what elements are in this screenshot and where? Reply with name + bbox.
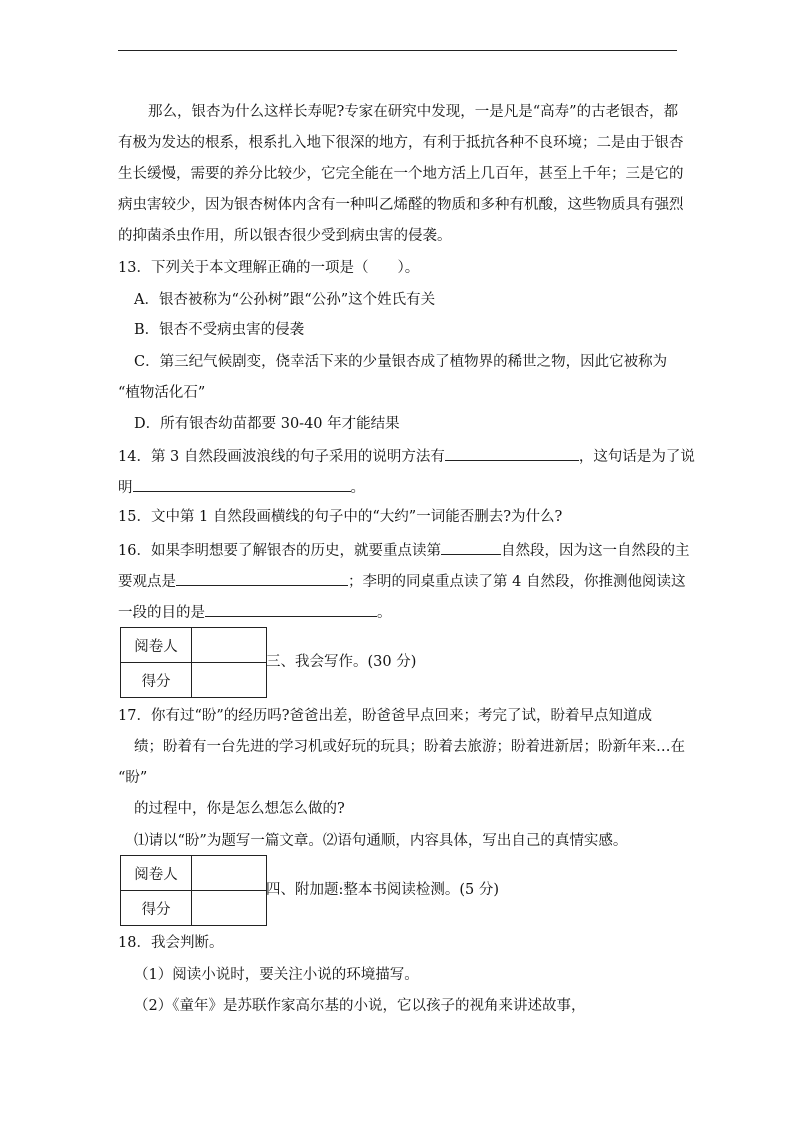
q14-text: ，这句话是为了说 bbox=[578, 449, 695, 465]
q18-item: （1）阅读小说时，要关注小说的环境描写。 bbox=[134, 967, 419, 983]
paragraph-line: 有极为发达的根系，根系扎入地下很深的地方，有利于抵抗各种不良环境；二是由于银杏 bbox=[118, 135, 684, 151]
q16-line2 bbox=[118, 570, 685, 592]
score-cell[interactable] bbox=[192, 891, 267, 926]
q17-line: 17．你有过“盼”的经历吗?爸爸出差，盼爸爸早点回来；考完了试，盼着早点知道成 bbox=[118, 708, 653, 724]
q18-stem: 18．我会判断。 bbox=[118, 935, 224, 951]
q15-text: 15．文中第 1 自然段画横线的句子中的“大约”一词能否删去?为什么? bbox=[118, 509, 563, 525]
q17-line: 的过程中，你是怎么想怎么做的? bbox=[134, 801, 345, 817]
score-label: 得分 bbox=[121, 663, 192, 698]
q16-text: 一段的目的是 bbox=[118, 605, 205, 621]
reviewer-label: 阅卷人 bbox=[121, 856, 192, 891]
score-cell[interactable] bbox=[192, 663, 267, 698]
section4-score-table bbox=[120, 855, 267, 926]
paragraph-line: 病虫害较少，因为银杏树体内含有一种叫乙烯醛的物质和多种有机酸，这些物质具有强烈 bbox=[118, 197, 684, 213]
q14-text: 。 bbox=[350, 480, 365, 496]
paragraph-line: 那么，银杏为什么这样长寿呢?专家在研究中发现，一是凡是“高寿”的古老银杏，都 bbox=[148, 104, 679, 120]
q16-answer-blank-1[interactable] bbox=[441, 539, 501, 555]
q16-line3 bbox=[118, 601, 392, 623]
q17-requirements: ⑴请以“盼”为题写一篇文章。⑵语句通顺，内容具体，写出自己的真情实感。 bbox=[134, 833, 628, 849]
q16-text: 自然段，因为这一自然段的主 bbox=[500, 543, 690, 559]
q14-text: 14．第 3 自然段画波浪线的句子采用的说明方法有 bbox=[118, 449, 445, 465]
q13-stem: 13．下列关于本文理解正确的一项是（ ）。 bbox=[118, 260, 420, 276]
q14-answer-blank-2[interactable] bbox=[133, 476, 351, 492]
reviewer-cell[interactable] bbox=[192, 856, 267, 891]
q16-line1 bbox=[118, 539, 689, 561]
reviewer-cell[interactable] bbox=[192, 628, 267, 663]
score-label: 得分 bbox=[121, 891, 192, 926]
q17-line: “盼” bbox=[118, 770, 148, 786]
q13-option-b: B．银杏不受病虫害的侵袭 bbox=[134, 322, 305, 338]
q14-answer-blank-1[interactable] bbox=[445, 445, 579, 461]
q13-option-c: C．第三纪气候剧变，侥幸活下来的少量银杏成了植物界的稀世之物，因此它被称为 bbox=[134, 354, 668, 370]
q14-line1 bbox=[118, 445, 695, 467]
q16-answer-blank-3[interactable] bbox=[205, 601, 377, 617]
q14-line2 bbox=[118, 476, 365, 498]
q16-text: ；李明的同桌重点读了第 4 自然段，你推测他阅读这 bbox=[348, 574, 686, 590]
paragraph-line: 的抑菌杀虫作用，所以银杏很少受到病虫害的侵袭。 bbox=[118, 228, 452, 244]
q16-answer-blank-2[interactable] bbox=[176, 570, 348, 586]
section3-title: 三、我会写作。(30 分) bbox=[266, 654, 417, 670]
header-rule bbox=[118, 50, 677, 51]
q14-text: 明 bbox=[118, 480, 133, 496]
q18-item: （2）《童年》是苏联作家高尔基的小说，它以孩子的视角来讲述故事， bbox=[134, 998, 586, 1014]
paragraph-line: 生长缓慢，需要的养分比较少，它完全能在一个地方活上几百年，甚至上千年；三是它的 bbox=[118, 166, 684, 182]
q13-option-a: A．银杏被称为“公孙树”跟“公孙”这个姓氏有关 bbox=[134, 292, 436, 308]
section4-title: 四、附加题:整本书阅读检测。(5 分) bbox=[266, 882, 500, 898]
q13-option-d: D．所有银杏幼苗都要 30-40 年才能结果 bbox=[134, 416, 400, 432]
q16-text: 。 bbox=[377, 605, 392, 621]
q16-text: 要观点是 bbox=[118, 574, 176, 590]
q17-line: 绩；盼着有一台先进的学习机或好玩的玩具；盼着去旅游；盼着进新居；盼新年来…在 bbox=[134, 739, 685, 755]
section3-score-table bbox=[120, 627, 267, 698]
q13-option-c-cont: “植物活化石” bbox=[118, 385, 206, 401]
reviewer-label: 阅卷人 bbox=[121, 628, 192, 663]
q16-text: 16．如果李明想要了解银杏的历史，就要重点读第 bbox=[118, 543, 441, 559]
